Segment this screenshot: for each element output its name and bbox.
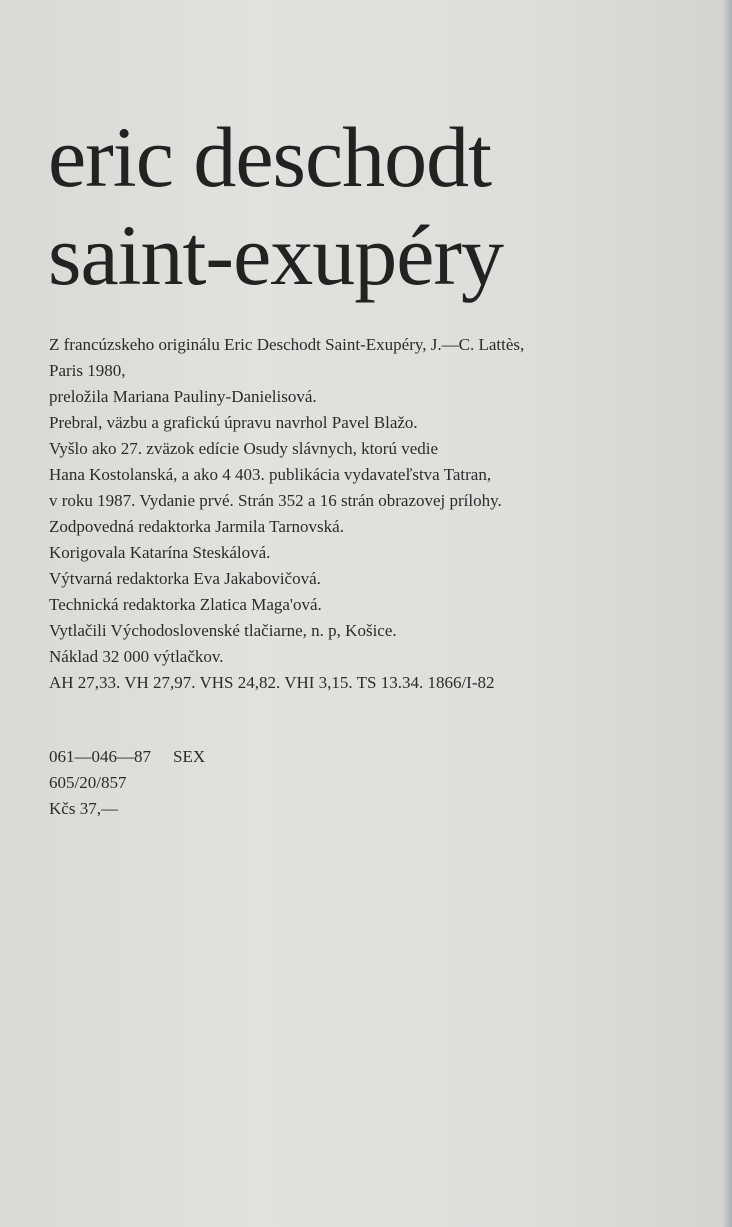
title-block: [48, 108, 688, 304]
colophon-line: Zodpovedná redaktorka Jarmila Tarnovská.: [49, 517, 344, 536]
catalog-codes: [49, 744, 205, 822]
colophon-line: Výtvarná redaktorka Eva Jakabovičová.: [49, 569, 321, 588]
colophon-line: Náklad 32 000 výtlačkov.: [49, 647, 224, 666]
colophon-line: Paris 1980,: [49, 361, 126, 380]
colophon: [49, 332, 699, 696]
colophon-line: Prebral, väzbu a grafickú úpravu navrhol Pavel Blažo.: [49, 413, 418, 432]
colophon-line: Vytlačili Východoslovenské tlačiarne, n. p, Košice.: [49, 621, 397, 640]
colophon-line: v roku 1987. Vydanie prvé. Strán 352 a 16 strán obrazovej prílohy.: [49, 491, 502, 510]
catalog-row: [49, 744, 205, 770]
colophon-line: Korigovala Katarína Steskálová.: [49, 543, 271, 562]
colophon-line: Vyšlo ako 27. zväzok edície Osudy slávnych, ktorú vedie: [49, 439, 439, 458]
price: Kčs 37,—: [49, 799, 118, 818]
colophon-line: Z francúzskeho originálu Eric Deschodt Saint-Exupéry, J.—C. Lattès,: [49, 335, 525, 354]
colophon-line: Technická redaktorka Zlatica Maga'ová.: [49, 595, 322, 614]
publication-number: 605/20/857: [49, 773, 127, 792]
book-title: saint-exupéry: [48, 207, 504, 303]
colophon-line: Hana Kostolanská, a ako 4 403. publikácia vydavateľstva Tatran,: [49, 465, 492, 484]
colophon-line: preložila Mariana Pauliny-Danielisová.: [49, 387, 317, 406]
colophon-line: AH 27,33. VH 27,97. VHS 24,82. VHI 3,15. TS 13.34. 1866/I-82: [49, 673, 495, 692]
author-name: eric deschodt: [48, 109, 492, 205]
series-code: SEX: [173, 747, 206, 766]
catalog-code: 061—046—87: [49, 747, 151, 766]
